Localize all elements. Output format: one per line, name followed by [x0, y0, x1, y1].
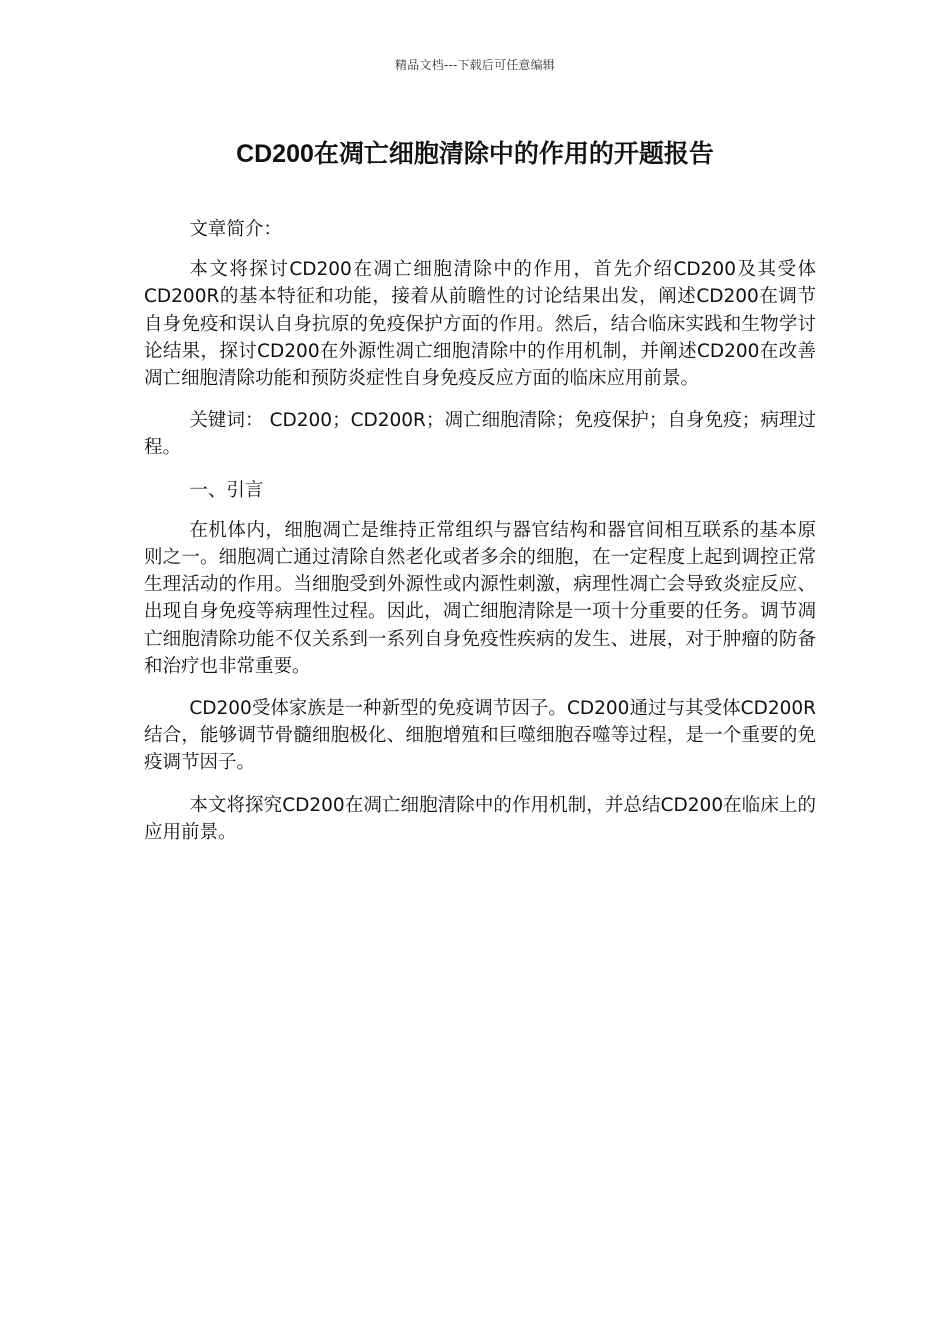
document-body: [144, 216, 816, 861]
keywords-paragraph: 关键词： CD200；CD200R；凋亡细胞清除；免疫保护；自身免疫；病理过程。: [144, 410, 816, 459]
page-header-note: 精品文档---下载后可任意编辑: [395, 58, 555, 72]
body-paragraph: CD200受体家族是一种新型的免疫调节因子。CD200通过与其受体CD200R结合，能够调节骨髓细胞极化、细胞增殖和巨噬细胞吞噬等过程，是一个重要的免疫调节因子。: [144, 698, 816, 774]
body-paragraph: 在机体内，细胞凋亡是维持正常组织与器官结构和器官间相互联系的基本原则之一。细胞凋亡通过清除自然老化或者多余的细胞，在一定程度上起到调控正常生理活动的作用。当细胞受到外源性或内源性刺激，病理性凋亡会导致炎症反应、出现自身免疫等病理性过程。因此，凋亡细胞清除是一项十分重要的任务。调节凋亡细胞清除功能不仅关系到一系列自身免疫性疾病的发生、进展，对于肿瘤的防备和治疗也非常重要。: [144, 519, 816, 677]
abstract-paragraph: 本文将探讨CD200在凋亡细胞清除中的作用，首先介绍CD200及其受体CD200R的基本特征和功能，接着从前瞻性的讨论结果出发，阐述CD200在调节自身免疫和误认自身抗原的免疫保护方面的作用。然后，结合临床实践和生物学讨论结果，探讨CD200在外源性凋亡细胞清除中的作用机制，并阐述CD200在改善凋亡细胞清除功能和预防炎症性自身免疫反应方面的临床应用前景。: [144, 259, 816, 390]
intro-label: 文章简介：: [189, 219, 282, 240]
section-heading: 一、引言: [189, 479, 264, 501]
body-paragraph: 本文将探究CD200在凋亡细胞清除中的作用机制，并总结CD200在临床上的应用前景。: [144, 794, 816, 843]
document-title: CD200在凋亡细胞清除中的作用的开题报告: [236, 140, 714, 168]
